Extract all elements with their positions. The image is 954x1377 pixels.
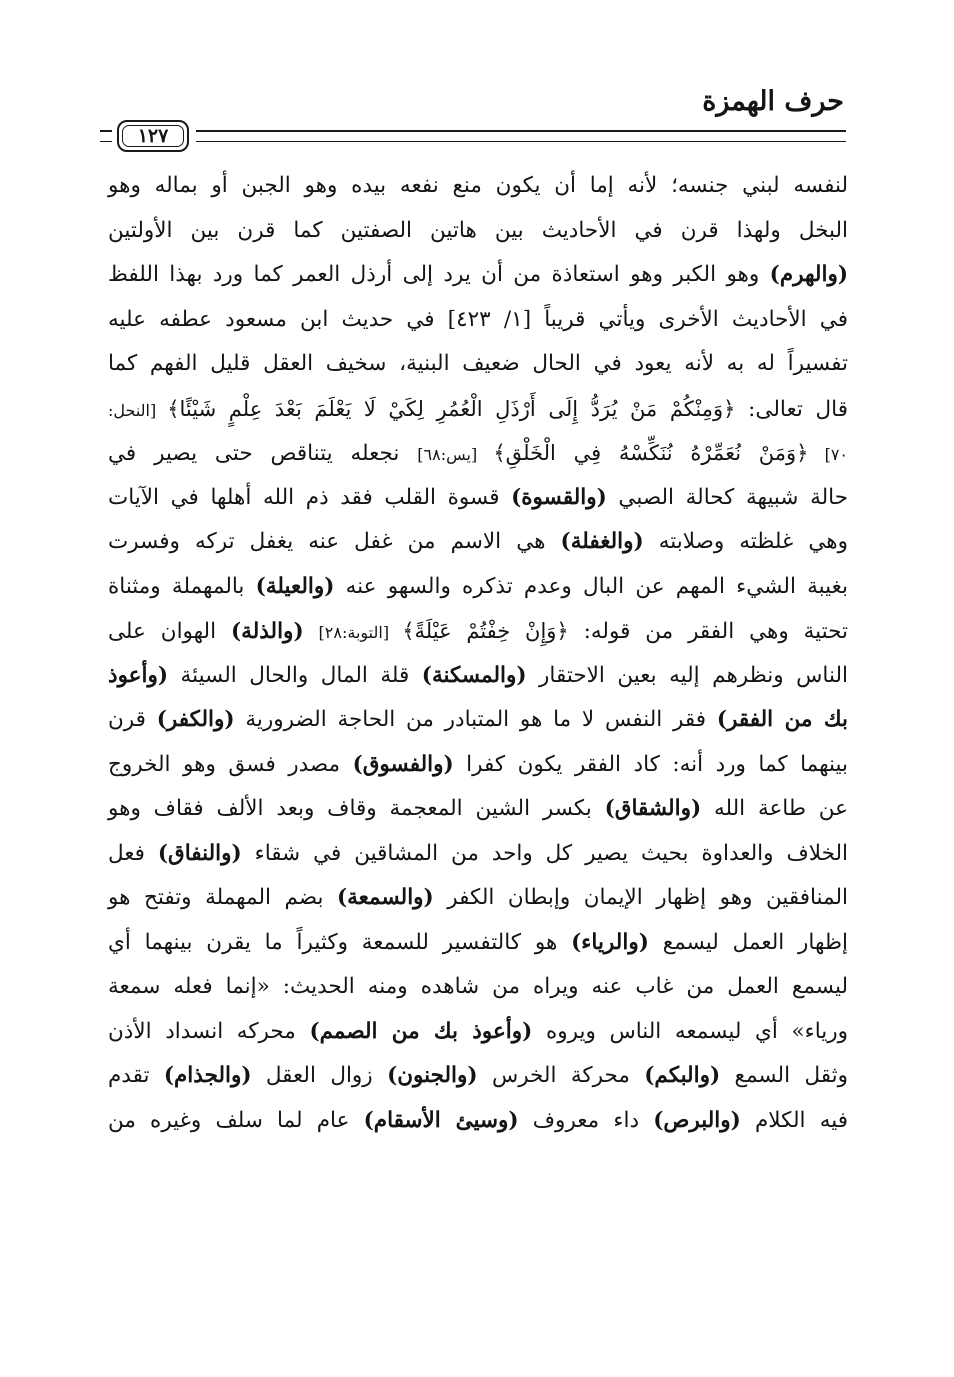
text-segment: عن طاعة الله [701, 796, 848, 821]
bold-term: (والقسوة) [511, 484, 607, 510]
text-segment: بضم المهملة وتفتح هو [108, 885, 337, 910]
quran-verse: ﴿وَمِنْكُمْ مَنْ يُرَدُّ إِلَى أَرْذَلِ الْعُمُرِ لِكَيْ لَا يَعْلَمَ بَعْدَ عِلْمٍ شَيْئًا﴾ [167, 396, 736, 421]
text-segment: المنافقين وهو إظهار الإيمان وإبطان الكفر [433, 885, 848, 910]
text-segment: قرن [108, 707, 157, 732]
page-number: ١٢٧ [137, 124, 169, 147]
bold-term: (والذلة) [231, 619, 304, 644]
bold-term: (والغفلة) [560, 529, 644, 554]
text-line [108, 431, 848, 476]
text-segment: قسوة القلب فقد ذم الله أهلها في الآيات [108, 484, 512, 510]
text-segment: الهوان على [108, 619, 231, 644]
text-segment: ورياء» أي ليسمعه الناس ويروه [532, 1018, 849, 1044]
bold-term: (وسيئ الأسقام) [363, 1107, 519, 1133]
bold-term: (وأعوذ [108, 662, 169, 688]
bold-term: (والعيلة) [255, 573, 335, 599]
text-segment: وثقل السمع [720, 1063, 848, 1088]
text-line [108, 253, 848, 298]
bold-term: (والجذام) [163, 1063, 252, 1088]
bold-term: (والشقاق) [604, 796, 702, 821]
text-segment: بغيبة الشيء المهم عن البال وعدم تذكره والسهو عنه [334, 573, 849, 599]
text-segment: فيه الكلام [740, 1107, 848, 1133]
text-line [108, 1099, 848, 1144]
bold-term: (والهرم) [769, 262, 848, 287]
text-segment: زوال العقل [251, 1063, 388, 1088]
text-segment: محركة الخرس [477, 1063, 645, 1088]
text-segment: لنفسه لبني جنسه؛ لأنه إما أن يكون منع نفعه بيده وهو الجبن أو بماله وهو [108, 173, 848, 198]
text-line [108, 164, 848, 209]
text-line [108, 1054, 848, 1099]
text-line [108, 387, 848, 432]
quran-verse: ﴿وَإِنْ خِفْتُمْ عَيْلَةً﴾ [402, 619, 569, 643]
header-rule-right [196, 130, 846, 142]
bold-term: (وأعوذ بك من الصمم) [309, 1018, 533, 1044]
text-line [108, 342, 848, 387]
text-line [108, 698, 848, 743]
header-rule-left [100, 130, 112, 142]
text-segment: ليسمع العمل من غاب عنه ويراه من شاهده ومنه الحديث: «إنما فعله سمعة [108, 974, 848, 999]
text-segment: بالمهملة ومثناة [108, 573, 256, 599]
bold-term: (والبكم) [644, 1063, 721, 1088]
text-line [108, 787, 848, 832]
text-line [108, 921, 848, 966]
quran-verse: ﴿وَمَنْ نُعَمِّرْهُ نُنَكِّسْهُ فِي الْخَلْقِ﴾ [493, 441, 809, 465]
text-segment: تفسيراً له به لأنه يعود في الحال ضعيف البنية، سخيف العقل قليل الفهم كما [108, 351, 848, 376]
text-segment: هي الاسم من غفل عنه يغفل تركه وفسرت [108, 529, 561, 554]
bold-term: (والبرص) [653, 1107, 741, 1133]
text-line [108, 654, 848, 699]
text-line [108, 209, 848, 254]
text-line [108, 743, 848, 788]
text-segment: مصدر فسق وهو الخروج [108, 751, 353, 777]
bold-term: (والكفر) [156, 707, 235, 732]
text-segment: قال تعالى: [735, 396, 848, 422]
verse-reference: ٧٠] [808, 445, 849, 464]
text-segment: تقدم [108, 1063, 164, 1088]
page-number-frame [117, 120, 189, 152]
bold-term: (والسمعة) [336, 885, 434, 910]
text-segment: محركه انسداد الأذن [108, 1018, 310, 1044]
text-segment: إظهار العمل ليسمع [648, 929, 848, 955]
text-line [108, 1010, 848, 1055]
text-segment: وهو الكبر وهو استعاذة من أن يرد إلى أرذل العمر كما ورد بهذا اللفظ [108, 262, 770, 287]
bold-term: (والمسكنة) [421, 662, 527, 688]
text-segment: في الأحاديث الأخرى ويأتي قريباً [١/ ٤٢٣] في حديث ابن مسعود عطفه عليه [108, 306, 848, 332]
text-segment: بكسر الشين المعجمة وقاف وبعد الألف فقاف وهو [108, 796, 605, 821]
text-line [108, 609, 848, 654]
bold-term: (والجنون) [387, 1063, 478, 1088]
text-segment: فعل [108, 840, 158, 866]
bold-term: (والنفاق) [157, 840, 242, 866]
text-segment: قلة المال والحال السيئة [168, 662, 422, 688]
body-text [108, 164, 848, 1143]
bold-term: (والرياء) [571, 929, 649, 955]
text-segment: داء معروف [518, 1107, 654, 1133]
text-segment: نجعله يتناقص حتى يصير في [108, 441, 418, 466]
verse-reference: [يس:٦٨] [417, 445, 494, 464]
text-segment: بينهما كما ورد أنه: كاد الفقر يكون كفرا [453, 751, 848, 777]
text-line [108, 565, 848, 610]
running-title: حرف الهمزة [702, 86, 844, 117]
verse-reference: [النحل: [108, 400, 168, 420]
text-segment: فقر النفس لا ما هو المتبادر من الحاجة الضرورية [234, 707, 717, 732]
header-rule [100, 118, 846, 154]
text-segment: البخل ولهذا قرن في الأحاديث بين هاتين الصفتين كما قرن بين الأولتين [108, 217, 848, 243]
bold-term: بك من الفقر) [716, 707, 848, 732]
text-segment: حالة شبيهة كحالة الصبي [606, 484, 848, 510]
text-line [108, 832, 848, 877]
verse-reference: [التوبة:٢٨] [318, 623, 403, 642]
text-line [108, 298, 848, 343]
text-line [108, 520, 848, 565]
text-segment: الناس ونظرهم إليه بعين الاحتقار [526, 662, 848, 688]
text-segment [304, 619, 319, 644]
bold-term: (والفسوق) [352, 751, 454, 777]
text-segment: هو كالتفسير للسمعة وكثيراً ما يقرن بينهما أي [108, 929, 572, 955]
text-segment: تحتية وهي الفقر من قوله: [568, 619, 849, 644]
text-segment: وهي غلظته وصلابته [643, 529, 848, 554]
text-line [108, 876, 848, 921]
text-line [108, 965, 848, 1010]
text-segment: الخلاف والعداوة بحيث يصير كل واحد من المشاقين في شقاء [241, 840, 848, 866]
text-segment: عام لما سلف وغيره من [108, 1107, 364, 1133]
text-line [108, 476, 848, 521]
